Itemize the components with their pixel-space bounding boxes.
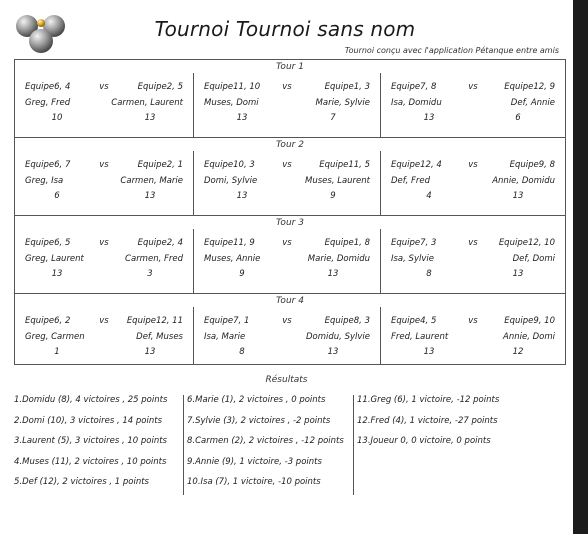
match-cell <box>15 216 193 294</box>
tour-label: Tour 2 <box>276 140 304 150</box>
team1-score: 8 <box>426 269 432 279</box>
team1-name: Equipe6, 4 <box>25 82 71 92</box>
tour-label: Tour 3 <box>276 218 304 228</box>
match-cell <box>15 294 193 364</box>
ranking-entry: 12.Fred (4), 1 victoire, -27 points <box>357 415 498 426</box>
team2-players: Carmen, Laurent <box>111 98 183 108</box>
match-cell <box>15 60 193 138</box>
team1-players: Greg, Carmen <box>25 332 85 342</box>
team1-players: Greg, Isa <box>25 176 64 186</box>
team1-name: Equipe7, 1 <box>204 316 250 326</box>
results-column-1 <box>14 395 167 498</box>
team2-players: Def, Annie <box>510 98 555 108</box>
team1-players: Muses, Domi <box>204 98 259 108</box>
vs-label: vs <box>468 238 478 248</box>
ranking-entry: 3.Laurent (5), 3 victoires , 10 points <box>14 436 167 446</box>
team2-name: Equipe1, 8 <box>324 238 370 248</box>
ranking-entry: 10.Isa (7), 1 victoire, -10 points <box>187 477 321 487</box>
team1-score: 9 <box>239 269 245 279</box>
team1-name: Equipe6, 2 <box>25 316 71 326</box>
team2-players: Def, Domi <box>512 254 555 264</box>
team1-players: Isa, Sylvie <box>391 254 434 264</box>
team2-players: Annie, Domidu <box>492 176 555 186</box>
team1-name: Equipe7, 3 <box>391 238 437 248</box>
team2-score: 13 <box>144 347 156 357</box>
team2-name: Equipe2, 4 <box>137 238 183 248</box>
team1-players: Muses, Annie <box>204 254 261 264</box>
team2-name: Equipe11, 5 <box>319 160 370 170</box>
vs-label: vs <box>282 238 292 248</box>
team1-score: 4 <box>426 191 432 201</box>
team1-score: 13 <box>236 191 248 201</box>
team1-score: 13 <box>423 113 435 123</box>
vs-label: vs <box>99 238 109 248</box>
team1-score: 13 <box>423 347 435 357</box>
team2-name: Equipe9, 10 <box>504 316 555 326</box>
page-title: Tournoi Tournoi sans nom <box>154 17 416 41</box>
team2-score: 13 <box>144 113 156 123</box>
vs-label: vs <box>282 160 292 170</box>
team1-score: 13 <box>236 113 248 123</box>
tour-block <box>15 294 565 364</box>
vs-label: vs <box>99 82 109 92</box>
ranking-entry: 2.Domi (10), 3 victoires , 14 points <box>14 415 163 426</box>
petanque-balls-logo <box>15 12 67 54</box>
ranking-entry: 8.Carmen (2), 2 victoires , -12 points <box>187 436 344 446</box>
ranking-entry: 7.Sylvie (3), 2 victoires , -2 points <box>187 415 331 426</box>
team1-name: Equipe10, 3 <box>204 160 255 170</box>
team1-name: Equipe12, 4 <box>391 160 442 170</box>
tour-block <box>15 60 565 138</box>
team1-players: Greg, Fred <box>25 98 71 108</box>
team1-players: Domi, Sylvie <box>204 176 258 186</box>
results-column-2 <box>183 395 344 495</box>
team2-score: 3 <box>147 269 153 279</box>
team2-score: 13 <box>512 191 524 201</box>
team1-score: 8 <box>239 347 245 357</box>
team2-name: Equipe12, 11 <box>126 316 183 326</box>
vs-label: vs <box>99 160 109 170</box>
vs-label: vs <box>282 316 292 326</box>
team2-players: Marie, Domidu <box>307 254 370 264</box>
team2-score: 13 <box>512 269 524 279</box>
team2-players: Annie, Domi <box>503 332 555 342</box>
results-column-3 <box>353 395 499 495</box>
match-cell <box>380 307 565 364</box>
tour-label: Tour 4 <box>276 296 304 306</box>
team2-score: 13 <box>144 191 156 201</box>
tour-block <box>15 216 565 294</box>
ranking-entry: 9.Annie (9), 1 victoire, -3 points <box>187 456 322 467</box>
match-cell <box>193 151 380 216</box>
team2-score: 13 <box>327 269 339 279</box>
vs-label: vs <box>99 316 109 326</box>
match-cell <box>380 151 565 216</box>
ranking-entry: 13.Joueur 0, 0 victoire, 0 points <box>357 436 491 446</box>
results-title: Résultats <box>265 375 308 385</box>
vs-label: vs <box>282 82 292 92</box>
team1-name: Equipe11, 10 <box>204 82 261 92</box>
team2-players: Muses, Laurent <box>305 176 370 186</box>
team2-name: Equipe2, 5 <box>137 82 183 92</box>
team1-name: Equipe6, 5 <box>25 238 71 248</box>
match-cell <box>15 138 193 216</box>
vs-label: vs <box>468 82 478 92</box>
tour-label: Tour 1 <box>276 62 304 72</box>
team1-score: 13 <box>51 269 63 279</box>
page-subtitle: Tournoi conçu avec l'application Pétanque entre amis <box>344 46 559 55</box>
match-cell <box>193 307 380 364</box>
team2-name: Equipe8, 3 <box>324 316 370 326</box>
ranking-entry: 6.Marie (1), 2 victoires , 0 points <box>187 395 326 405</box>
team1-players: Isa, Domidu <box>391 98 442 108</box>
team2-score: 13 <box>327 347 339 357</box>
ranking-entry: 1.Domidu (8), 4 victoires , 25 points <box>14 395 168 405</box>
match-cell <box>193 229 380 294</box>
team1-score: 6 <box>54 191 60 201</box>
team2-score: 7 <box>330 113 336 123</box>
team2-players: Marie, Sylvie <box>315 98 370 108</box>
team1-players: Greg, Laurent <box>25 254 84 264</box>
team1-name: Equipe7, 8 <box>391 82 437 92</box>
match-cell <box>193 73 380 138</box>
team1-name: Equipe6, 7 <box>25 160 71 170</box>
tours-table <box>14 59 566 365</box>
team1-players: Isa, Marie <box>204 332 246 342</box>
team1-score: 10 <box>51 113 63 123</box>
vs-label: vs <box>468 316 478 326</box>
team2-score: 6 <box>515 113 521 123</box>
team2-score: 9 <box>330 191 336 201</box>
vs-label: vs <box>468 160 478 170</box>
team2-players: Carmen, Fred <box>125 254 183 264</box>
team2-players: Def, Muses <box>136 332 183 342</box>
team2-name: Equipe9, 8 <box>509 160 555 170</box>
ranking-entry: 11.Greg (6), 1 victoire, -12 points <box>357 395 500 405</box>
team2-name: Equipe2, 1 <box>137 160 183 170</box>
tour-block <box>15 138 565 216</box>
team2-score: 12 <box>512 347 524 357</box>
team1-name: Equipe4, 5 <box>391 316 437 326</box>
team2-name: Equipe12, 9 <box>504 82 555 92</box>
team1-players: Def, Fred <box>391 176 431 186</box>
team2-name: Equipe12, 10 <box>498 238 555 248</box>
team1-name: Equipe11, 9 <box>204 238 255 248</box>
match-cell <box>380 73 565 138</box>
team2-players: Carmen, Marie <box>120 176 183 186</box>
team1-score: 1 <box>54 347 60 357</box>
team2-players: Domidu, Sylvie <box>306 332 370 342</box>
ranking-entry: 5.Def (12), 2 victoires , 1 points <box>14 477 149 487</box>
match-cell <box>380 229 565 294</box>
ranking-entry: 4.Muses (11), 2 victoires , 10 points <box>14 456 167 467</box>
team1-players: Fred, Laurent <box>391 332 449 342</box>
team2-name: Equipe1, 3 <box>324 82 370 92</box>
